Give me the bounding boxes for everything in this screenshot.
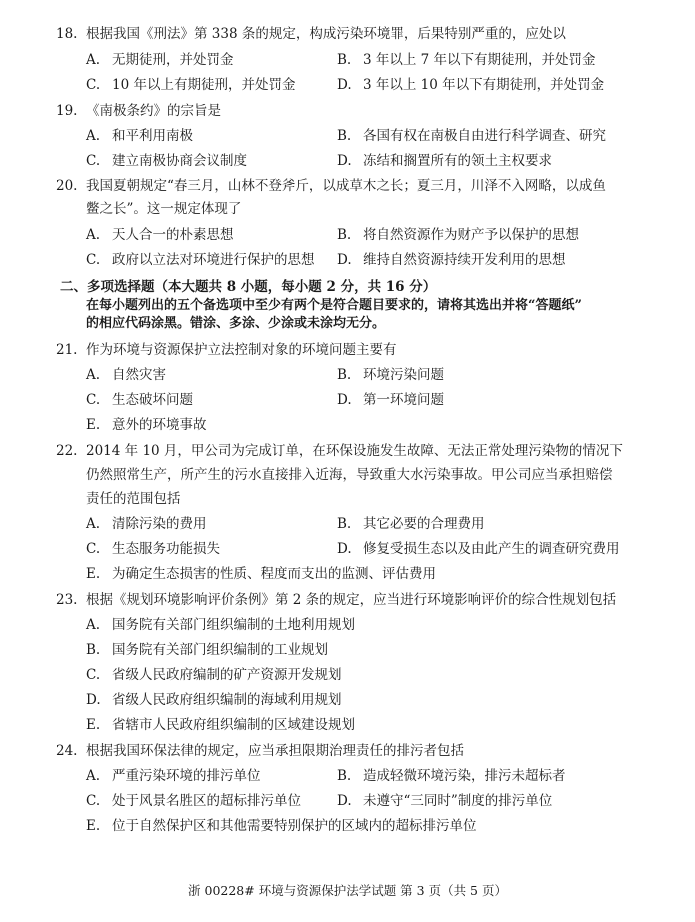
q22-option-e	[86, 565, 436, 583]
option-text: 无期徒刑，并处罚金	[112, 52, 234, 68]
q19-stem: 《南极条约》的宗旨是	[86, 103, 221, 119]
q24-option-d	[337, 792, 552, 810]
option-letter: C.	[86, 392, 101, 408]
option-letter: D.	[337, 392, 352, 408]
option-text: 环境污染问题	[363, 367, 444, 383]
option-letter: B.	[337, 367, 352, 383]
option-text: 冻结和搁置所有的领土主权要求	[363, 153, 552, 169]
q21-number: 21.	[56, 342, 78, 358]
option-text: 3 年以上 10 年以下有期徒刑，并处罚金	[363, 77, 605, 93]
q22-stem-line-1: 2014 年 10 月，甲公司为完成订单，在环保设施发生故障、无法正常处理污染物的情况下	[86, 443, 623, 459]
option-text: 造成轻微环境污染，排污未超标者	[363, 768, 566, 784]
option-text: 省级人民政府编制的矿产资源开发规划	[112, 667, 342, 683]
option-text: 自然灾害	[112, 367, 166, 383]
q22-option-d	[337, 540, 620, 558]
q23-option-e	[86, 716, 355, 734]
option-text: 清除污染的费用	[112, 516, 207, 532]
q20-option-a	[86, 226, 234, 244]
q24-stem: 根据我国环保法律的规定，应当承担限期治理责任的排污者包括	[86, 743, 464, 759]
q18-number: 18.	[56, 26, 78, 42]
option-text: 生态破坏问题	[112, 392, 193, 408]
option-letter: A.	[86, 52, 101, 68]
q21-option-e	[86, 416, 207, 434]
option-letter: C.	[86, 77, 101, 93]
option-letter: D.	[337, 252, 352, 268]
option-letter: C.	[86, 667, 101, 683]
option-text: 省辖市人民政府组织编制的区域建设规划	[112, 717, 355, 733]
option-letter: B.	[337, 768, 352, 784]
option-letter: E.	[86, 717, 101, 733]
option-text: 天人合一的朴素思想	[112, 227, 234, 243]
q21-stem: 作为环境与资源保护立法控制对象的环境问题主要有	[86, 342, 397, 358]
option-letter: C.	[86, 541, 101, 557]
option-letter: C.	[86, 793, 101, 809]
q21-option-b	[337, 366, 444, 384]
option-letter: A.	[86, 367, 101, 383]
q20-number: 20.	[56, 178, 78, 194]
option-letter: C.	[86, 252, 101, 268]
q24-option-a	[86, 767, 261, 785]
option-text: 其它必要的合理费用	[363, 516, 485, 532]
option-text: 3 年以上 7 年以下有期徒刑，并处罚金	[363, 52, 596, 68]
option-text: 政府以立法对环境进行保护的思想	[112, 252, 315, 268]
page-footer: 浙 00228# 环境与资源保护法学试题 第 3 页（共 5 页）	[188, 883, 507, 898]
q18-option-d	[337, 76, 604, 94]
q22-stem-line-2: 仍然照常生产，所产生的污水直接排入近海，导致重大水污染事故。甲公司应当承担赔偿	[86, 467, 613, 483]
option-letter: A.	[86, 128, 101, 144]
option-text: 处于风景名胜区的超标排污单位	[112, 793, 301, 809]
option-text: 国务院有关部门组织编制的土地利用规划	[112, 617, 355, 633]
option-text: 未遵守“三同时”制度的排污单位	[363, 793, 553, 809]
q18-option-a	[86, 51, 234, 69]
q24-number: 24.	[56, 743, 78, 759]
q22-option-b	[337, 515, 485, 533]
option-letter: B.	[86, 642, 101, 658]
q21-option-a	[86, 366, 166, 384]
section-2-instruction-line-2: 的相应代码涂黑。错涂、多涂、少涂或未涂均无分。	[86, 316, 386, 331]
option-text: 建立南极协商会议制度	[112, 153, 247, 169]
q20-option-b	[337, 226, 579, 244]
section-2-heading: 二、多项选择题（本大题共 8 小题，每小题 2 分，共 16 分）	[60, 279, 437, 295]
q19-option-a	[86, 127, 193, 145]
option-letter: D.	[86, 692, 101, 708]
q21-option-d	[337, 391, 444, 409]
option-letter: A.	[86, 768, 101, 784]
q22-option-a	[86, 515, 207, 533]
option-text: 省级人民政府组织编制的海域利用规划	[112, 692, 342, 708]
option-letter: D.	[337, 541, 352, 557]
q23-option-a	[86, 616, 355, 634]
option-text: 和平利用南极	[112, 128, 193, 144]
option-text: 为确定生态损害的性质、程度而支出的监测、评估费用	[112, 566, 436, 582]
option-letter: E.	[86, 417, 101, 433]
option-text: 维持自然资源持续开发利用的思想	[363, 252, 566, 268]
q22-number: 22.	[56, 443, 78, 459]
option-letter: D.	[337, 153, 352, 169]
q23-option-c	[86, 666, 342, 684]
q24-option-e	[86, 817, 477, 835]
option-letter: C.	[86, 153, 101, 169]
q20-stem-line-1: 我国夏朝规定“春三月，山林不登斧斤，以成草木之长；夏三月，川泽不入网略，以成鱼	[86, 178, 606, 194]
q19-number: 19.	[56, 103, 78, 119]
q22-stem-line-3: 责任的范围包括	[86, 491, 181, 507]
option-text: 各国有权在南极自由进行科学调查、研究	[363, 128, 606, 144]
q22-option-c	[86, 540, 220, 558]
q18-option-c	[86, 76, 295, 94]
q23-option-b	[86, 641, 328, 659]
option-text: 将自然资源作为财产予以保护的思想	[363, 227, 579, 243]
q19-option-b	[337, 127, 606, 145]
section-2-instruction-line-1: 在每小题列出的五个备选项中至少有两个是符合题目要求的，请将其选出并将“答题纸”	[86, 298, 582, 313]
q20-stem-line-2: 鳖之长”。这一规定体现了	[86, 201, 242, 217]
option-text: 生态服务功能损失	[112, 541, 220, 557]
option-text: 修复受损生态以及由此产生的调查研究费用	[363, 541, 620, 557]
option-letter: B.	[337, 52, 352, 68]
option-text: 第一环境问题	[363, 392, 444, 408]
q18-stem: 根据我国《刑法》第 338 条的规定，构成污染环境罪，后果特别严重的，应处以	[86, 26, 566, 42]
option-letter: A.	[86, 516, 101, 532]
q18-option-b	[337, 51, 596, 69]
q24-option-b	[337, 767, 566, 785]
q19-option-c	[86, 152, 247, 170]
option-text: 10 年以上有期徒刑，并处罚金	[112, 77, 296, 93]
option-text: 位于自然保护区和其他需要特别保护的区域内的超标排污单位	[112, 818, 477, 834]
q23-number: 23.	[56, 592, 78, 608]
option-letter: B.	[337, 128, 352, 144]
option-letter: A.	[86, 617, 101, 633]
option-letter: B.	[337, 516, 352, 532]
q19-option-d	[337, 152, 552, 170]
option-letter: D.	[337, 793, 352, 809]
q23-stem: 根据《规划环境影响评价条例》第 2 条的规定，应当进行环境影响评价的综合性规划包括	[86, 592, 617, 608]
q20-option-d	[337, 251, 566, 269]
option-text: 国务院有关部门组织编制的工业规划	[112, 642, 328, 658]
option-letter: D.	[337, 77, 352, 93]
option-letter: A.	[86, 227, 101, 243]
q23-option-d	[86, 691, 342, 709]
q20-option-c	[86, 251, 315, 269]
q21-option-c	[86, 391, 193, 409]
option-letter: E.	[86, 818, 101, 834]
option-letter: B.	[337, 227, 352, 243]
option-text: 意外的环境事故	[112, 417, 207, 433]
option-letter: E.	[86, 566, 101, 582]
option-text: 严重污染环境的排污单位	[112, 768, 261, 784]
q24-option-c	[86, 792, 301, 810]
